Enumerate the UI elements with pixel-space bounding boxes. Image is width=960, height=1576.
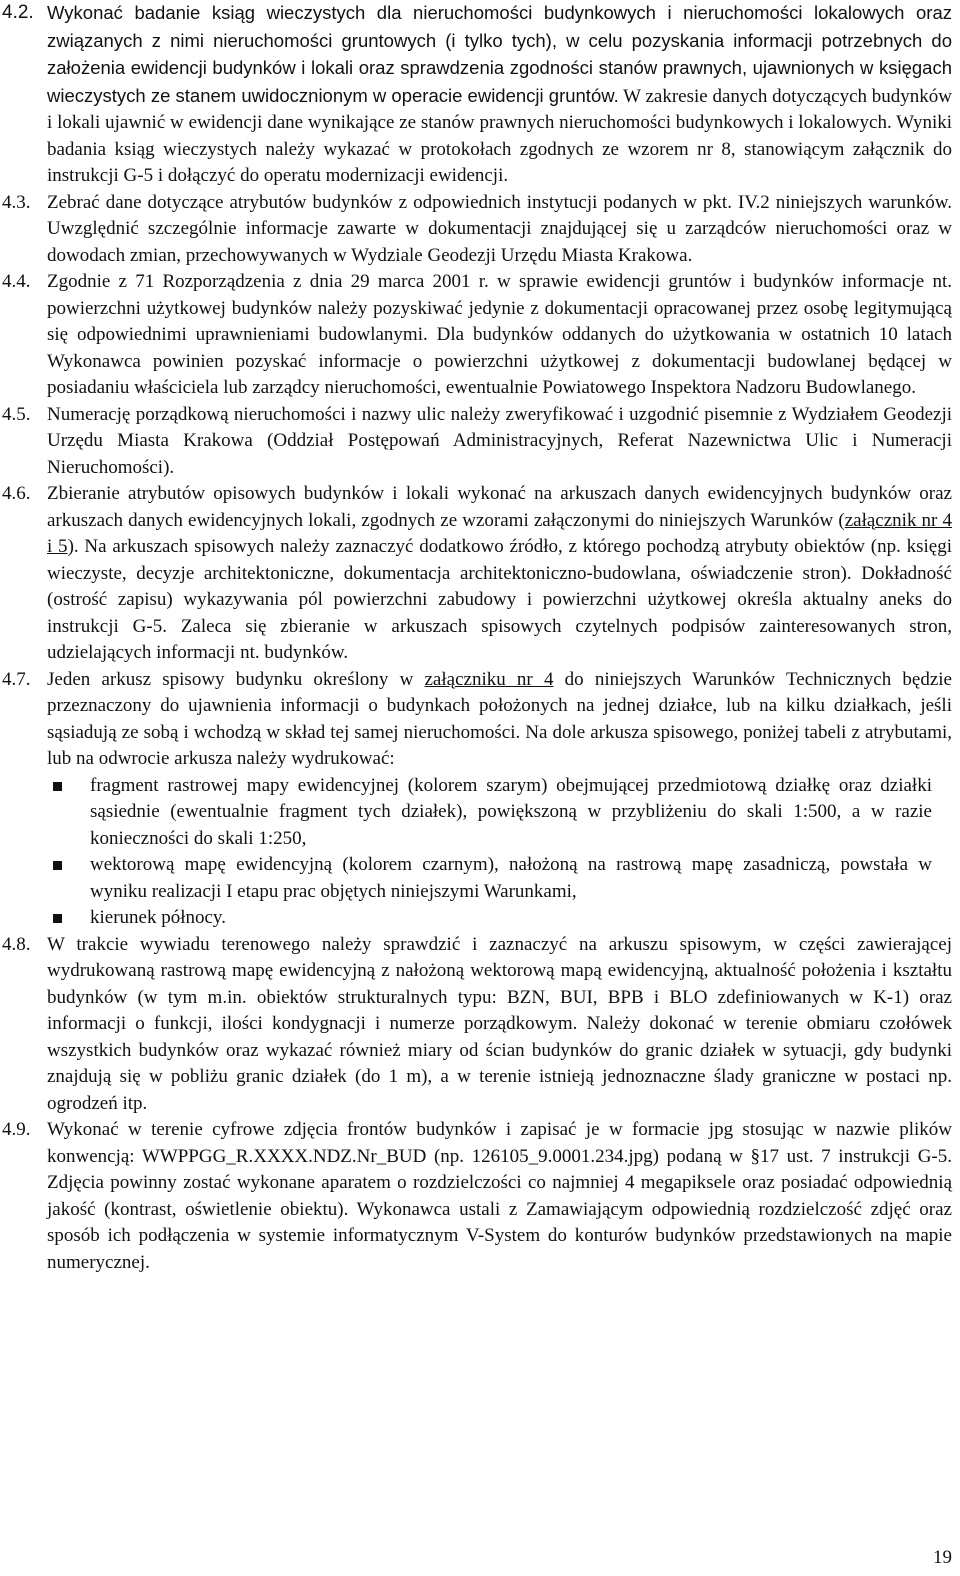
section-number: 4.3. — [2, 191, 31, 213]
list-item — [90, 905, 952, 932]
paragraph-text: W trakcie wywiadu terenowego należy sprawdzić i zaznaczyć na arkuszu spisowym, w części zawierającej wydrukowaną rastrową mapę ewidencyjną z nałożoną wektorową mapą ewidencyjną, aktualność położenia i kształtu budynków (w tym m.in. obiektów strukturalnych typu: BZN, BUI, BPB i BLO zdefiniowanych w K-1) oraz informacji o funkcji, ilości kondygnacji i numerze porządkowym. Należy dokonać w terenie obmiaru czołówek wszystkich budynków oraz wykazać również miary od ścian budynków do granic działek w sytuacji, gdy budynki znajdują się w pobliżu granic działek (do 1 m), a w terenie istnieją jednoznaczne ślady graniczne w postaci np. ogrodzeń itp. — [47, 933, 952, 1114]
paragraph-text: ). Na arkuszach spisowych należy zaznaczyć dodatkowo źródło, z którego pochodzą atrybuty obiektów (np. księgi wieczyste, decyzje architektoniczne, dokumentacja architektoniczno-budowlana, oświadczenie stron). Dokładność (ostrość zapisu) wykazywania pól powierzchni zabudowy i powierzchni użytkowej określa aktualny aneks do instrukcji G-5. Zaleca się zbieranie w arkuszach spisowych czytelnych podpisów zainteresowanych stron, udzielających informacji nt. budynków. — [47, 536, 952, 663]
square-bullet-icon — [53, 782, 62, 791]
section-4-6 — [2, 481, 952, 667]
document-page — [2, 0, 952, 1276]
paragraph-text: W zakresie danych dotyczących budynków i lokali ujawnić w ewidencji dane wynikające ze stanów prawnych nieruchomości budynkowych i lokalowych. Wyniki badania ksiąg wieczystych należy wykazać w protokołach zgodnych ze wzorem nr 8, stanowiącym załącznik do instrukcji G-5 i dołączyć do operatu modernizacji ewidencji. — [47, 85, 952, 186]
bullet-list — [47, 773, 952, 932]
section-4-2 — [2, 0, 952, 190]
section-number: 4.5. — [2, 403, 31, 425]
paragraph-text: Zgodnie z 71 Rozporządzenia z dnia 29 marca 2001 r. w sprawie ewidencji gruntów i budynków informacje nt. powierzchni użytkowej budynków należy pozyskiwać jedynie z dokumentacji opracowanej przez osobę legitymującą się odpowiednimi uprawnieniami budowlanymi. Dla budynków oddanych do użytkowania w ostatnich 10 latach Wykonawca powinien pozyskać informacje o powierzchni użytkowej z dokumentacji budowlanej będącej w posiadaniu właściciela lub zarządcy nieruchomości, ewentualnie Powiatowego Inspektora Nadzoru Budowlanego. — [47, 271, 952, 398]
section-4-5 — [2, 402, 952, 482]
paragraph — [47, 481, 952, 667]
paragraph-text: do niniejszych Warunków Technicznych będzie przeznaczony do ujawnienia informacji o budynkach położonych na jednej działce, lub na kilku działkach, jeśli sąsiadują ze sobą i wchodzą w skład tej samej nieruchomości. Na dole arkusza spisowego, poniżej tabeli z atrybutami, lub na odwrocie arkusza należy wydrukować: — [47, 668, 952, 769]
attachment-reference-link: załączniku nr 4 — [424, 668, 554, 690]
list-item-text: fragment rastrowej mapy ewidencyjnej (kolorem szarym) obejmującej przedmiotową działkę oraz działki sąsiednie (ewentualnie fragment tych działek), powiększoną w przybliżeniu do skali 1:500, a w razie konieczności do skali 1:250, — [90, 774, 932, 849]
section-number: 4.6. — [2, 483, 31, 504]
paragraph — [47, 0, 952, 190]
section-number: 4.2. — [2, 2, 34, 23]
section-4-7 — [2, 667, 952, 932]
page-number: 19 — [933, 1547, 952, 1568]
list-item-text: kierunek północy. — [90, 907, 226, 928]
section-4-4 — [2, 269, 952, 402]
list-item — [90, 773, 952, 853]
section-number: 4.7. — [2, 668, 31, 690]
section-number: 4.9. — [2, 1119, 31, 1140]
square-bullet-icon — [53, 914, 62, 923]
paragraph-text: Numerację porządkową nieruchomości i nazwy ulic należy zweryfikować i uzgodnić pisemnie z Wydziałem Geodezji Urzędu Miasta Krakowa (Oddział Postępowań Administracyjnych, Referat Nazewnictwa Ulic i Numeracji Nieruchomości). — [47, 403, 952, 478]
section-4-3 — [2, 190, 952, 270]
section-4-8 — [2, 932, 952, 1118]
paragraph-text: Wykonać w terenie cyfrowe zdjęcia frontów budynków i zapisać je w formacie jpg stosując w nazwie plików konwencją: WWPPGG_R.XXXX.NDZ.Nr_BUD (np. 126105_9.0001.234.jpg) podaną w §17 ust. 7 instrukcji G-5. Zdjęcia powinny zostać wykonane aparatem o rozdzielczości co najmniej 4 megapiksele oraz posiadać odpowiednią jakość (kontrast, oświetlenie obiektu). Wykonawca ustali z Zamawiającym odpowiednią rozdzielczość zdjęć oraz sposób ich podłączenia w systemie informatycznym V-System do konturów budynków przedstawionych na mapie numerycznej. — [47, 1119, 952, 1273]
square-bullet-icon — [53, 861, 62, 870]
section-number: 4.4. — [2, 271, 31, 292]
section-4-9 — [2, 1117, 952, 1276]
section-number: 4.8. — [2, 933, 31, 955]
paragraph-text: Zebrać dane dotyczące atrybutów budynków z odpowiednich instytucji podanych w pkt. IV.2 niniejszych warunków. Uwzględnić szczególnie informacje zawarte w dokumentacji znajdującej się u zarządców nieruchomości oraz w dowodach zmian, przechowywanych w Wydziale Geodezji Urzędu Miasta Krakowa. — [47, 191, 952, 266]
paragraph — [47, 667, 952, 773]
paragraph-text: Zbieranie atrybutów opisowych budynków i lokali wykonać na arkuszach danych ewidencyjnych budynków oraz arkuszach danych ewidencyjnych lokali, zgodnych ze wzorami załączonymi do niniejszych Warunków ( — [47, 483, 952, 531]
paragraph-text: Wykonać badanie ksiąg wieczystych dla nieruchomości budynkowych i nieruchomości lokalowych oraz związanych z nimi nieruchomości gruntowych (i tylko tych), w celu pozyskania informacji potrzebnych do założenia ewidencji budynków i lokali oraz sprawdzenia zgodności stanów prawnych, ujawnionych w księgach wieczystych ze stanem uwidocznionym w operacie ewidencji gruntów. — [47, 2, 952, 106]
attachment-reference-link: załącznik nr 4 i 5 — [47, 509, 952, 557]
list-item — [90, 852, 952, 905]
paragraph-text: Jeden arkusz spisowy budynku określony w — [47, 668, 425, 690]
list-item-text: wektorową mapę ewidencyjną (kolorem czarnym), nałożoną na rastrową mapę zasadniczą, powstała w wyniku realizacji I etapu prac objętych niniejszymi Warunkami, — [90, 854, 932, 902]
